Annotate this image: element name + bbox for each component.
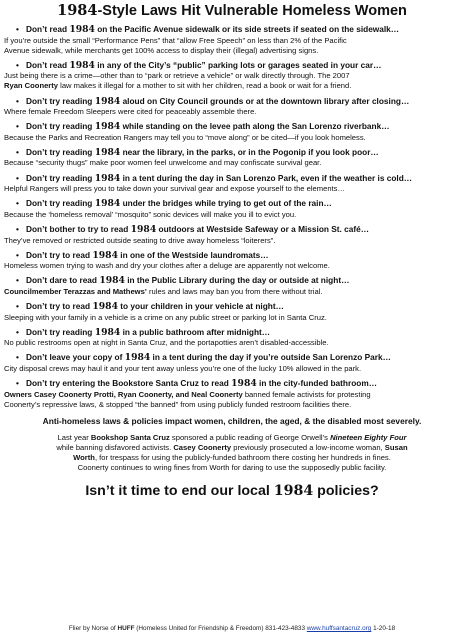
item-description-text: No public restrooms open at night in Santa Cruz, and the portapotties aren’t disabled-accessible. (4, 338, 329, 348)
bullet-icon: • (16, 378, 19, 389)
item-heading-pre: Don’t leave your copy of (26, 352, 125, 363)
paragraph-name: Casey Coonerty (173, 442, 232, 452)
item-description-line (4, 338, 460, 348)
list-item (4, 250, 460, 272)
paragraph-line (4, 453, 460, 463)
footer-credit (0, 625, 464, 633)
item-year: 1984 (94, 172, 121, 184)
list-item (4, 301, 460, 323)
item-heading-pre: Don’t try reading (26, 121, 95, 132)
item-heading-post: aloud on City Council grounds or at the downtown library after closing… (120, 95, 410, 106)
item-heading-post: outdoors at Westside Safeway or a Mission St. café… (156, 224, 370, 234)
item-heading-post: in a tent during the day if you’re outside San Lorenzo Park… (150, 352, 391, 363)
item-description-text: Homeless women trying to wash and dry your clothes after a deluge are apparently not welcome. (4, 261, 330, 271)
item-description-name: Owners Casey Coonerty Protti, Ryan Coonerty, and Neal Coonerty (4, 389, 243, 399)
bullet-icon: • (16, 275, 19, 286)
title-year: 1984 (57, 2, 98, 19)
summary-line: Anti-homeless laws & policies impact women, children, the aged, & the disabled most severely. (42, 415, 422, 426)
item-description-line (4, 313, 460, 323)
item-heading-post: in any of the City’s “public” parking lots or garages seated in your car… (94, 59, 382, 70)
item-description-text: rules and laws may ban you from there without trial. (146, 286, 323, 296)
item-heading (4, 147, 460, 159)
item-year: 1984 (94, 95, 121, 107)
bullet-icon: • (16, 249, 19, 260)
item-description-text: Because the ‘homeless removal’ “mosquito” sonic devices will make you ill to evict you. (4, 209, 297, 219)
footer-mid: (Homeless United for Friendship & Freedom) 831-423-4833 (134, 625, 307, 632)
item-year: 1984 (124, 352, 151, 364)
list-item (4, 224, 460, 246)
item-description-line (4, 71, 460, 81)
item-heading-post: in a tent during the day in San Lorenzo Park, even if the weather is cold… (120, 172, 413, 183)
item-year: 1984 (69, 24, 95, 36)
item-year: 1984 (94, 146, 121, 158)
item-list (4, 24, 460, 409)
bookshop-paragraph (4, 433, 460, 473)
item-year: 1984 (130, 224, 157, 235)
item-heading-post: while standing on the levee path along the San Lorenzo riverbank… (120, 121, 390, 132)
item-description-line (4, 158, 460, 168)
list-item (4, 121, 460, 143)
closing-question (4, 483, 460, 500)
item-description-line (4, 364, 460, 374)
item-heading-pre: Don’t read (26, 24, 70, 35)
list-item (4, 173, 460, 195)
paragraph-line (4, 433, 460, 443)
item-heading (4, 275, 460, 287)
item-description-text: Because “security thugs” make poor women feel unwelcome and may confiscate survival gear. (4, 158, 322, 168)
item-description-line (4, 390, 460, 400)
list-item (4, 198, 460, 220)
paragraph-line (4, 443, 460, 453)
item-description-line (4, 236, 460, 246)
item-heading-post: near the library, in the parks, or in the Pogonip if you look poor… (120, 146, 379, 157)
paragraph-text: Coonerty continues to wring fines from Worth for daring to use the supposedly public facility. (77, 462, 387, 472)
paragraph-text: Last year (57, 432, 91, 442)
item-description-text: If you’re outside the small “Performance Pens” that “allow Free Speech” on less than 2% of the Pacific (4, 35, 347, 45)
item-description-line (4, 133, 460, 143)
list-item (4, 327, 460, 349)
closing-year: 1984 (273, 482, 314, 499)
item-heading (4, 224, 460, 236)
item-description-line (4, 81, 460, 91)
paragraph-name: Bookshop Santa Cruz (90, 432, 170, 442)
list-item (4, 147, 460, 169)
paragraph-name: Worth (73, 452, 95, 462)
item-description-name: Councilmember Terazzas and Mathews’ (4, 286, 147, 296)
item-description-line (4, 287, 460, 297)
item-description-line (4, 46, 460, 56)
item-heading-pre: Don’t try reading (26, 172, 95, 183)
item-heading (4, 352, 460, 364)
footer-date: 1-20-18 (371, 625, 396, 632)
item-heading (4, 173, 460, 185)
item-heading (4, 198, 460, 210)
paragraph-text: , for trespass for using the publicly-funded bathroom there costing her hundreds in fines. (94, 452, 391, 462)
item-year: 1984 (92, 249, 118, 261)
item-heading-pre: Don’t try reading (26, 146, 95, 157)
item-description-text: Coonerty’s repressive laws, & stopped “the banned” from using publicly funded restroom facilities there. (4, 399, 352, 409)
item-heading-pre: Don’t dare to read (26, 275, 100, 286)
list-item (4, 24, 460, 56)
item-description-line (4, 184, 460, 194)
item-year: 1984 (94, 121, 121, 133)
list-item (4, 275, 460, 297)
closing-text-post: policies? (313, 482, 379, 499)
paragraph-text: previously prosecuted a low-income woman, (231, 442, 385, 452)
title-text: -Style Laws Hit Vulnerable Homeless Women (97, 3, 407, 19)
item-description-text: Avenue sidewalk, while merchants get 100% access to display their (illegal) advertising signs. (4, 45, 319, 55)
paragraph-text: sponsored a public reading of George Orwell’s (169, 432, 331, 442)
footer-website-link[interactable]: www.huffsantacruz.org (306, 625, 372, 632)
item-heading-post: under the bridges while trying to get out of the rain… (120, 198, 332, 209)
bullet-icon: • (16, 146, 19, 157)
item-heading-pre: Don’t try reading (26, 95, 95, 106)
item-description-text: City disposal crews may haul it and your tent away unless you’re one of the lucky 10% allowed in the park. (4, 363, 362, 373)
page-title (4, 2, 460, 20)
item-description-text: Just being there is a crime—other than to “park or retrieve a vehicle” or walk directly through. The 2007 (4, 71, 350, 81)
item-description-line (4, 400, 460, 410)
list-item (4, 352, 460, 374)
item-description-text: Sleeping with your family in a vehicle is a crime on any public street or parking lot in Santa Cruz. (4, 312, 327, 322)
item-description-text: Where female Freedom Sleepers were cited for peaceably assemble there. (4, 107, 257, 117)
item-description-text: They’ve removed or restricted outside seating to drive away homeless “loiterers”. (4, 235, 276, 245)
item-heading-post: on the Pacific Avenue sidewalk or its side streets if seated on the sidewalk… (94, 24, 400, 35)
item-description-line (4, 210, 460, 220)
item-heading-post: in the city-funded bathroom… (256, 378, 378, 389)
paragraph-name: Susan (384, 442, 408, 452)
item-heading-pre: Don’t try reading (26, 326, 95, 337)
item-heading-pre: Don’t try entering the Bookstore Santa Cruz to read (26, 378, 232, 389)
item-heading (4, 96, 460, 108)
item-description-line (4, 107, 460, 117)
item-heading-post: in a public bathroom after midnight… (120, 326, 271, 337)
bullet-icon: • (16, 352, 19, 363)
item-description-text: law makes it illegal for a mother to sit with her children, read a book or wait for a friend. (58, 81, 352, 91)
item-heading-pre: Don’t try reading (26, 198, 95, 209)
paragraph-text: while banning disfavored activists. (56, 442, 174, 452)
item-description-line (4, 261, 460, 271)
paragraph-line (4, 463, 460, 473)
item-description-text: banned female activists for protesting (242, 389, 371, 399)
bullet-icon: • (16, 59, 19, 70)
bullet-icon: • (16, 95, 19, 106)
item-heading (4, 378, 460, 390)
item-heading-pre: Don’t try to read (26, 249, 93, 260)
item-description-text: Because the Parks and Recreation Rangers may tell you to “move along” or be cited—if you look homeless. (4, 132, 366, 142)
book-title: Nineteen Eighty Four (330, 432, 407, 442)
list-item (4, 96, 460, 118)
bullet-icon: • (16, 198, 19, 209)
item-heading-post: in one of the Westside laundromats… (117, 249, 269, 260)
item-heading (4, 24, 460, 36)
item-heading-pre: Don’t read (26, 59, 70, 70)
bullet-icon: • (16, 326, 19, 337)
item-heading (4, 301, 460, 313)
item-heading (4, 121, 460, 133)
bullet-icon: • (16, 172, 19, 183)
item-description-name: Ryan Coonerty (4, 81, 59, 91)
list-item (4, 60, 460, 92)
item-year: 1984 (231, 378, 257, 390)
item-heading-post: to your children in your vehicle at night… (117, 301, 284, 312)
list-item (4, 378, 460, 410)
item-year: 1984 (99, 275, 125, 287)
closing-text-pre: Isn’t it time to end our local (85, 482, 274, 499)
item-heading-post: in the Public Library during the day or outside at night… (124, 275, 350, 286)
bullet-icon: • (16, 224, 19, 234)
item-description-text: Helpful Rangers will press you to take down your survival gear and expose yourself to the elements… (4, 184, 346, 194)
item-heading (4, 250, 460, 262)
footer-pre: Flier by Norse of (68, 625, 118, 632)
item-year: 1984 (92, 301, 118, 313)
item-description-line (4, 36, 460, 46)
item-year: 1984 (94, 198, 121, 210)
item-heading (4, 327, 460, 339)
bullet-icon: • (16, 24, 19, 35)
item-year: 1984 (69, 59, 95, 71)
footer-org: HUFF (117, 625, 135, 632)
item-heading (4, 60, 460, 72)
bullet-icon: • (16, 301, 19, 312)
item-heading-pre: Don’t bother to try to read (26, 224, 131, 234)
item-year: 1984 (94, 326, 121, 338)
bullet-icon: • (16, 121, 19, 132)
item-heading-pre: Don’t try to read (26, 301, 93, 312)
